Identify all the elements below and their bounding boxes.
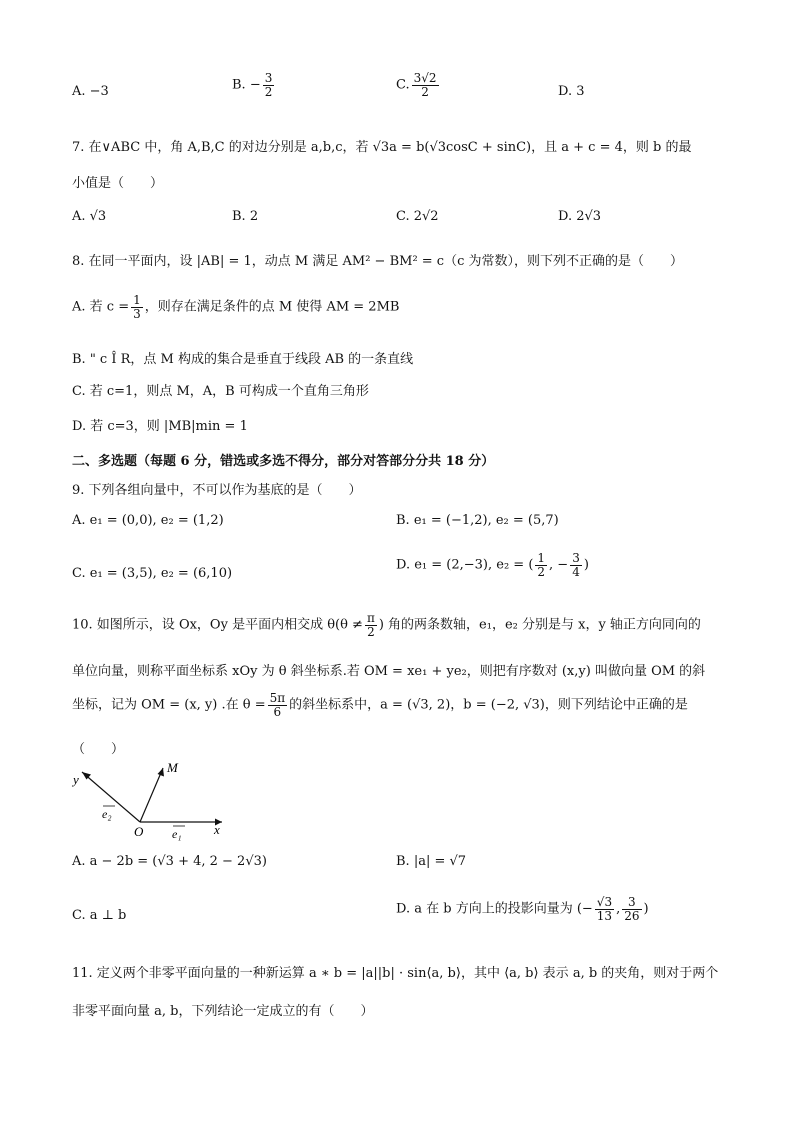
om-vector [140,768,163,822]
q10-option-d: D. a 在 b 方向上的投影向量为 (− $\frac{√3}{13}$ , $\frac{3}{26}$ ) [396,895,649,923]
e2-label: e₂ [102,807,112,821]
q7-option-a: A. √3 [72,209,107,224]
q11-stem-line1: 11. 定义两个非零平面向量的一种新运算 a ∗ b = |a||b| · sin⟨a, b⟩，其中 ⟨a, b⟩ 表示 a, b 的夹角，则对于两个 [72,966,719,981]
y-axis-label: y [73,772,79,787]
q10-stem-line3: 坐标，记为 OM = (x, y) .在 θ = $\frac{5\pi}{6}$ 的斜坐标系中，a = (√3, 2)，b = (−2, √3)，则下列结论中正确的是 [72,691,688,719]
q6-option-d: D. 3 [558,84,585,99]
q8-option-c: C. 若 c=1，则点 M，A，B 可构成一个直角三角形 [72,384,369,399]
q6-option-a: A. −3 [72,84,109,99]
q9-option-a: A. e₁ = (0,0), e₂ = (1,2) [72,513,224,528]
q10-stem-line4: （ ） [72,742,125,757]
q10-stem-line2: 单位向量，则称平面坐标系 xOy 为 θ 斜坐标系.若 OM = xe₁ + ye₂，则把有序数对 (x,y) 叫做向量 OM 的斜 [72,664,706,679]
x-axis-label: x [214,822,220,837]
q6-option-b: B. − $\frac{3}{2}$ [232,71,273,99]
q8-stem: 8. 在同一平面内，设 |AB| = 1，动点 M 满足 AM² − BM² = c（c 为常数），则下列不正确的是（ ） [72,254,684,269]
q9-option-b: B. e₁ = (−1,2), e₂ = (5,7) [396,513,559,528]
q11-stem-line2: 非零平面向量 a, b，下列结论一定成立的有（ ） [72,1004,374,1019]
q6-option-c: C. $\frac{3√2}{2}$ [396,71,437,99]
q7-stem-line1: 7. 在∨ABC 中，角 A,B,C 的对边分别是 a,b,c，若 √3a = b(√3cosC + sinC)，且 a + c = 4，则 b 的最 [72,140,692,155]
q9-option-c: C. e₁ = (3,5), e₂ = (6,10) [72,566,233,581]
origin-label: O [134,824,144,839]
q7-option-c: C. 2√2 [396,209,439,224]
q9-stem: 9. 下列各组向量中，不可以作为基底的是（ ） [72,483,362,498]
oblique-coordinate-figure [70,758,240,842]
q7-option-b: B. 2 [232,209,259,224]
om-arrowhead [158,768,165,777]
q10-option-a: A. a − 2b = (√3 + 4, 2 − 2√3) [72,854,267,869]
q8-option-b: B. " c Î R，点 M 构成的集合是垂直于线段 AB 的一条直线 [72,352,414,367]
section-title-multiple-choice: 二、多选题（每题 6 分，错选或多选不得分，部分对答部分分共 18 分） [72,454,495,469]
e1-label: e₁ [172,827,182,841]
q8-option-a: A. 若 c = $\frac{1}{3}$ ，则存在满足条件的点 M 使得 AM = 2MB [72,293,400,321]
q8-option-d: D. 若 c=3，则 |MB|min = 1 [72,419,248,434]
q7-stem-line2: 小值是（ ） [72,176,164,191]
q10-option-b: B. |a| = √7 [396,854,467,869]
q10-option-c: C. a ⊥ b [72,908,127,923]
q9-option-d: D. e₁ = (2,−3), e₂ = ( $\frac{1}{2}$ , − $\frac{3}{4}$ ) [396,551,589,579]
q10-stem-line1: 10. 如图所示，设 Ox，Oy 是平面内相交成 θ(θ ≠ $\frac{\pi}{2}$ ) 角的两条数轴，e₁，e₂ 分别是与 x，y 轴正方向同向的 [72,611,701,639]
q7-option-d: D. 2√3 [558,209,602,224]
point-m-label: M [167,760,178,775]
